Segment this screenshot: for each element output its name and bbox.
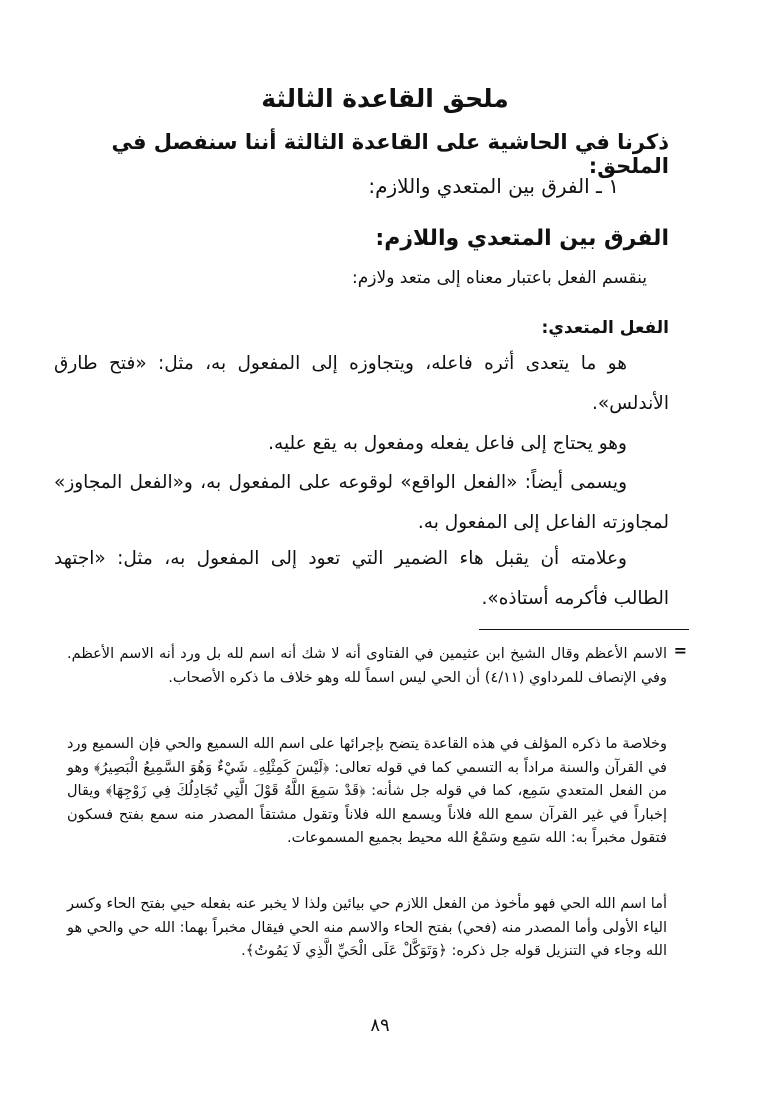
footnote-divider — [479, 629, 689, 630]
page-number: ٨٩ — [370, 1015, 390, 1036]
body-paragraph: ويسمى أيضاً: «الفعل الواقع» لوقوعه على المفعول به، و«الفعل المجاوز» لمجاوزته الفاعل إلى المفعول به. — [54, 472, 669, 533]
footnote-continuation-mark: = — [673, 641, 687, 660]
intro-text: ذكرنا في الحاشية على القاعدة الثالثة أننا سنفصل في الملحق: — [111, 130, 669, 178]
subheading: الفعل المتعدي: — [541, 318, 669, 338]
intro-list-item: ١ ـ الفرق بين المتعدي واللازم: — [368, 174, 619, 198]
page-title: ملحق القاعدة الثالثة — [261, 84, 509, 113]
footnote-paragraph: أما اسم الله الحي فهو مأخوذ من الفعل اللازم حي بيائين ولذا لا يخبر عنه بفعله حيي بفتح الحاء وكسر الياء الأولى وأما المصدر منه (فحي) بفتح الحاء والاسم منه الحي فيقال مخبراً بهما: الله حي والحي هو الله وجاء في التنزيل قوله جل ذكره: ﴿وَتَوَكَّلْ عَلَى الْحَيِّ الَّذِي لَا يَمُوتُ﴾. — [67, 896, 667, 959]
body-paragraph: هو ما يتعدى أثره فاعله، ويتجاوزه إلى المفعول به، مثل: «فتح طارق الأندلس». — [54, 353, 669, 414]
footnote-paragraph: الاسم الأعظم وقال الشيخ ابن عثيمين في الفتاوى أنه لا شك أنه اسم لله بل ورد أنه الاسم الأعظم. وفي الإنصاف للمرداوي (٤/١١) أن الحي ليس اسماً لله وهو خلاف ما ذكره الأصحاب. — [67, 646, 667, 686]
body-paragraph: وهو يحتاج إلى فاعل يفعله ومفعول به يقع عليه. — [268, 433, 627, 454]
section-heading: الفرق بين المتعدي واللازم: — [375, 226, 669, 251]
footnote-paragraph: وخلاصة ما ذكره المؤلف في هذه القاعدة يتضح بإجرائها على اسم الله السميع والحي فإن السميع ورد في القرآن والسنة مراداً به التسمي كما في قوله تعالى: ﴿لَيْسَ كَمِثْلِهِۦ شَيْءٌ وَهُوَ السَّمِيعُ الْبَصِيرُ﴾ وهو من الفعل المتعدي سَمِع، كما في قوله جل شأنه: ﴿قَدْ سَمِعَ اللَّهُ قَوْلَ الَّتِي تُجَادِلُكَ فِي زَوْجِهَا﴾ ويقال إخباراً في غير القرآن سمع الله فلاناً ويسمع الله فلاناً وتقول مشتقاً المصدر منه سمع بفتح فسكون فتقول مخبراً به: الله سَمِع وسَمْعُ الله محيط بجميع المسموعات. — [67, 736, 667, 846]
body-paragraph: وعلامته أن يقبل هاء الضمير التي تعود إلى المفعول به، مثل: «اجتهد الطالب فأكرمه أستاذه». — [54, 548, 669, 609]
lead-sentence: ينقسم الفعل باعتبار معناه إلى متعد ولازم: — [352, 268, 647, 288]
